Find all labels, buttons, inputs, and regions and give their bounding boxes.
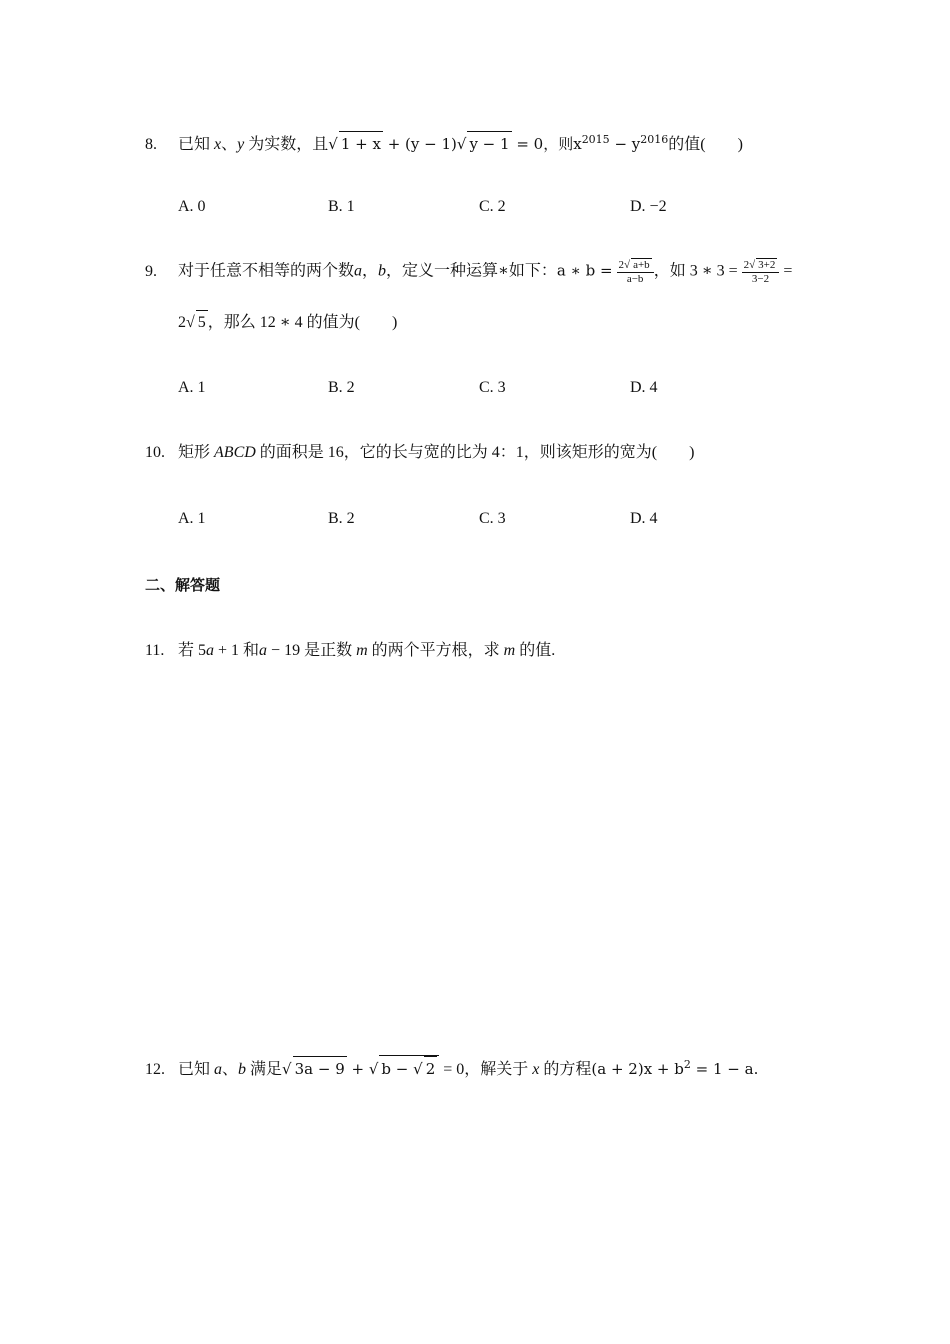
question-11: 11. 若 5a + 1 和a − 19 是正数 m 的两个平方根，求 m 的值. bbox=[145, 639, 555, 663]
option-c[interactable]: C. 3 bbox=[479, 379, 506, 396]
option-c[interactable]: C. 3 bbox=[479, 510, 506, 527]
question-number: 11. bbox=[145, 642, 165, 659]
option-d[interactable]: D. 4 bbox=[630, 510, 658, 527]
option-d[interactable]: D. 4 bbox=[630, 379, 658, 396]
question-number: 8. bbox=[145, 136, 157, 153]
sqrt-expression: √ b − √ 2 bbox=[369, 1055, 439, 1081]
option-b[interactable]: B. 2 bbox=[328, 379, 355, 396]
question-10: 10. 矩形 ABCD 的面积是 16，它的长与宽的比为 4：1，则该矩形的宽为( ) bbox=[145, 441, 694, 465]
question-number: 9. bbox=[145, 262, 157, 280]
question-9: 9. 对于任意不相等的两个数a，b，定义一种运算∗如下：a ∗ b = $\frac{2√ a+b}{a-b}$ ，如 3 ∗ 3 = $\frac{2√ 3+2}{3-2}$ = bbox=[145, 259, 793, 285]
option-d[interactable]: D. −2 bbox=[630, 198, 667, 215]
question-number: 12. bbox=[145, 1061, 165, 1078]
question-12: 12. 已知 a、b 满足√ 3a − 9 + √ b − √ 2 = 0，解关于 x 的方程$(a + 2)x + b^2 = 1 - a$. bbox=[145, 1053, 758, 1082]
section-heading: 二、解答题 bbox=[145, 576, 221, 594]
question-9-line-2: 2√ 5 ，那么 12 ∗ 4 的值为( ) bbox=[178, 310, 397, 335]
option-c[interactable]: C. 2 bbox=[479, 198, 506, 215]
sqrt-expression: √ 3a − 9 bbox=[282, 1056, 347, 1081]
option-b[interactable]: B. 1 bbox=[328, 198, 355, 215]
option-a[interactable]: A. 0 bbox=[178, 198, 206, 215]
option-a[interactable]: A. 1 bbox=[178, 379, 206, 396]
option-b[interactable]: B. 2 bbox=[328, 510, 355, 527]
sqrt-expression: √ 1 + x bbox=[328, 131, 383, 156]
option-a[interactable]: A. 1 bbox=[178, 510, 206, 527]
question-number: 10. bbox=[145, 444, 165, 461]
fraction: $\frac{2√ a+b}{a-b}$ bbox=[617, 258, 654, 286]
sqrt-expression: √ y − 1 bbox=[457, 131, 512, 156]
fraction: $\frac{2√ 3+2}{3-2}$ bbox=[742, 258, 780, 286]
question-8: 8. 已知 x、y 为实数，且√ 1 + x + (y − 1)√ y − 1 = 0，则$x^{2015} - y^{2016}$的值( ) bbox=[145, 128, 743, 157]
